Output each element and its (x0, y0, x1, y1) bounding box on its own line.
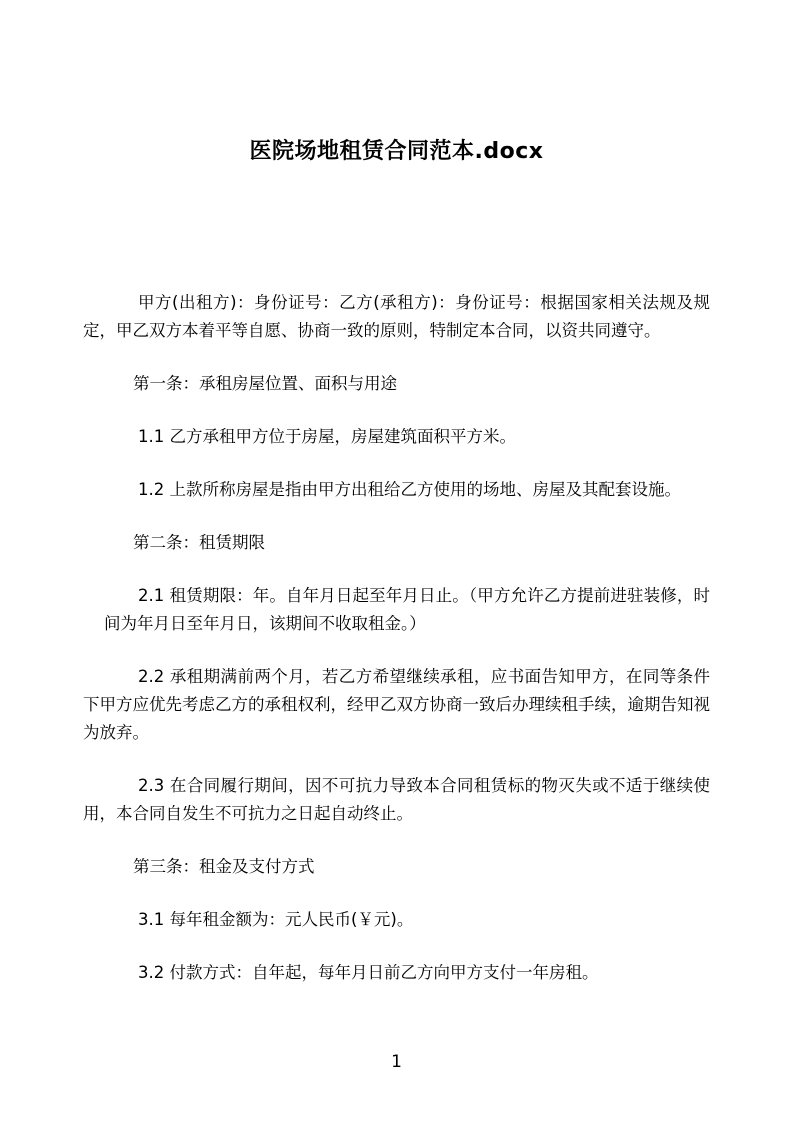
document-title: 医院场地租赁合同范本.docx (249, 139, 544, 164)
paragraph-3-1: 3.1 每年租金额为：元人民币(￥元)。 (138, 910, 414, 929)
paragraph-1-2: 1.2 上款所称房屋是指由甲方出租给乙方使用的场地、房屋及其配套设施。 (138, 480, 681, 499)
paragraph-2-3: 2.3 在合同履行期间，因不可抗力导致本合同租赁标的物灭失或不适于继续使用，本合同自发生不可抗力之日起自动终止。 (83, 776, 710, 823)
paragraph-2-1: 2.1 租赁期限：年。自年月日起至年月日止。（甲方允许乙方提前进驻装修，时间为年月日至年月日，该期间不收取租金。） (104, 586, 710, 633)
section-heading-article-3: 第三条：租金及支付方式 (133, 857, 315, 876)
page-number: 1 (391, 1052, 402, 1072)
paragraph-parties: 甲方(出租方)：身份证号：乙方(承租方)：身份证号：根据国家相关法规及规定，甲乙双方本着平等自愿、协商一致的原则，特制定本合同，以资共同遵守。 (83, 293, 710, 340)
section-heading-article-2: 第二条：租赁期限 (133, 533, 265, 552)
paragraph-3-2: 3.2 付款方式：自年起，每年月日前乙方向甲方支付一年房租。 (138, 963, 599, 982)
paragraph-1-1: 1.1 乙方承租甲方位于房屋，房屋建筑面积平方米。 (138, 427, 516, 446)
paragraph-2-2: 2.2 承租期满前两个月，若乙方希望继续承租，应书面告知甲方，在同等条件下甲方应优先考虑乙方的承租权利，经甲乙双方协商一致后办理续租手续，逾期告知视为放弃。 (83, 667, 710, 742)
document-body (0, 289, 793, 987)
section-heading-article-1: 第一条：承租房屋位置、面积与用途 (133, 374, 397, 393)
